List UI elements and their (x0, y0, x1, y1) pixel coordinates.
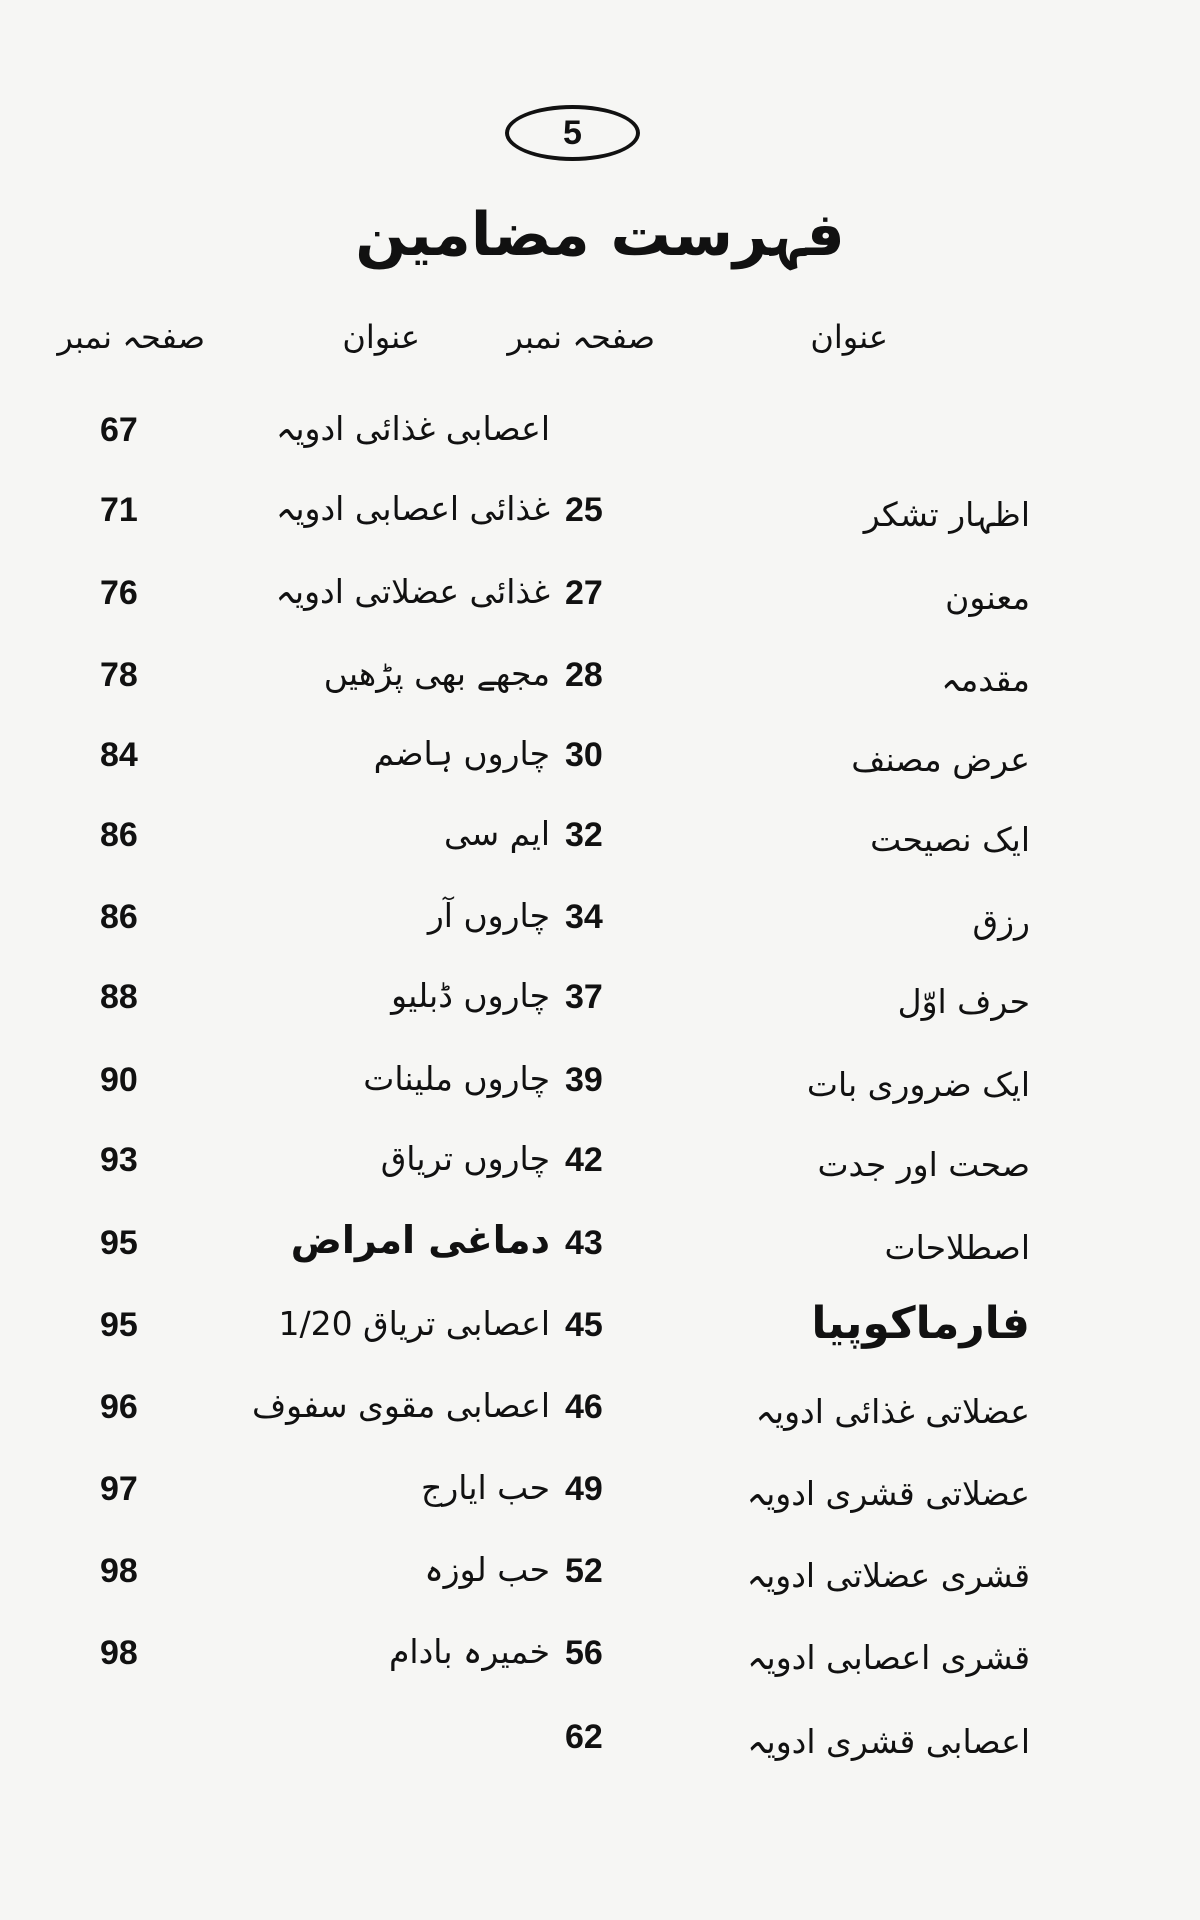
toc-row (0, 568, 1200, 628)
header-left-title: عنوان (342, 318, 420, 356)
toc-entry-title: اصطلاحات (884, 1228, 1030, 1267)
toc-row (0, 892, 1200, 952)
toc-row (0, 1464, 1200, 1524)
toc-row (0, 650, 1200, 710)
toc-row (0, 972, 1200, 1032)
toc-section-heading: دماغی امراض (290, 1218, 550, 1262)
toc-entry-page: 95 (100, 1306, 138, 1344)
toc-entry-title: صحت اور جدت (817, 1145, 1030, 1184)
toc-entry-title: چاروں ڈبلیو (391, 976, 550, 1015)
toc-entry-page: 39 (565, 1061, 603, 1099)
toc-entry-page: 37 (565, 978, 603, 1016)
toc-row (0, 1382, 1200, 1442)
header-right-title: عنوان (810, 318, 888, 356)
toc-entry-page: 88 (100, 978, 138, 1016)
toc-entry-title: رزق (972, 902, 1030, 941)
toc-entry-title: عضلاتی قشری ادویہ (746, 1474, 1030, 1513)
toc-entry-page: 52 (565, 1552, 603, 1590)
toc-entry-page: 96 (100, 1388, 138, 1426)
toc-entry-title: عضلاتی غذائی ادویہ (755, 1392, 1030, 1431)
toc-entry-title: چاروں تریاق (380, 1139, 550, 1178)
toc-entry-page: 98 (100, 1634, 138, 1672)
toc-entry-page: 84 (100, 736, 138, 774)
toc-entry-title: اعصابی مقوی سفوف (251, 1386, 550, 1425)
toc-entry-page: 67 (100, 411, 138, 449)
toc-entry-title: قشری اعصابی ادویہ (747, 1638, 1030, 1677)
toc-row (0, 405, 1200, 465)
toc-row (0, 1218, 1200, 1278)
toc-row (0, 1628, 1200, 1688)
toc-entry-title: چاروں ملینات (363, 1059, 550, 1098)
toc-entry-title: خمیرہ بادام (388, 1632, 550, 1671)
toc-entry-page: 28 (565, 656, 603, 694)
toc-entry-title: غذائی اعصابی ادویہ (276, 489, 550, 528)
toc-entry-page: 34 (565, 898, 603, 936)
toc-entry-page: 98 (100, 1552, 138, 1590)
header-left-page: صفحہ نمبر (57, 318, 205, 356)
toc-entry-page: 78 (100, 656, 138, 694)
toc-entry-page: 95 (100, 1224, 138, 1262)
toc-entry-page: 32 (565, 816, 603, 854)
toc-row (0, 1055, 1200, 1115)
toc-row (0, 1300, 1200, 1360)
header-right-page: صفحہ نمبر (507, 318, 655, 356)
toc-entry-title: ایک ضروری بات (806, 1065, 1030, 1104)
toc-entry-page: 56 (565, 1634, 603, 1672)
toc-entry-title: قشری عضلاتی ادویہ (746, 1556, 1030, 1595)
toc-entry-page: 46 (565, 1388, 603, 1426)
toc-entry-page: 90 (100, 1061, 138, 1099)
toc-entry-page: 86 (100, 816, 138, 854)
toc-entry-page: 76 (100, 574, 138, 612)
toc-entry-page: 86 (100, 898, 138, 936)
toc-entry-page: 93 (100, 1141, 138, 1179)
toc-entry-page: 62 (565, 1718, 603, 1756)
toc-entry-title: مجھے بھی پڑھیں (323, 654, 550, 693)
toc-row (0, 1135, 1200, 1195)
toc-row (0, 1712, 1200, 1772)
toc-entry-page: 27 (565, 574, 603, 612)
toc-row (0, 810, 1200, 870)
toc-entry-title: اعصابی تریاق 1/20 (278, 1304, 550, 1343)
toc-row (0, 1546, 1200, 1606)
toc-entry-title: اعصابی غذائی ادویہ (276, 409, 550, 448)
toc-entry-page: 71 (100, 491, 138, 529)
toc-entry-page: 43 (565, 1224, 603, 1262)
toc-row (0, 730, 1200, 790)
toc-entry-title: مقدمہ (941, 660, 1030, 699)
toc-entry-page: 30 (565, 736, 603, 774)
toc-row (0, 485, 1200, 545)
toc-entry-title: ایم سی (444, 814, 550, 853)
toc-entry-page: 25 (565, 491, 603, 529)
toc-entry-title: معنون (945, 578, 1030, 617)
toc-entry-title: غذائی عضلاتی ادویہ (275, 572, 550, 611)
toc-entry-title: اعصابی قشری ادویہ (747, 1722, 1030, 1761)
toc-entry-page: 42 (565, 1141, 603, 1179)
toc-entry-title: عرض مصنف (851, 740, 1030, 779)
toc-section-heading: فارماکوپیا (811, 1298, 1030, 1349)
toc-entry-title: ایک نصیحت (870, 820, 1030, 859)
page-number: 5 (505, 105, 640, 161)
toc-entry-title: حرف اوّل (897, 982, 1030, 1021)
toc-entry-title: چاروں ہاضم (373, 734, 550, 773)
toc-entry-title: چاروں آر (427, 896, 550, 935)
toc-entry-title: حب لوزہ (424, 1550, 550, 1589)
toc-entry-page: 97 (100, 1470, 138, 1508)
toc-entry-page: 45 (565, 1306, 603, 1344)
page-title: فہرست مضامین (355, 200, 845, 270)
toc-entry-title: اظہار تشکر (863, 495, 1030, 534)
toc-entry-page: 49 (565, 1470, 603, 1508)
toc-entry-title: حب ایارج (421, 1468, 550, 1507)
